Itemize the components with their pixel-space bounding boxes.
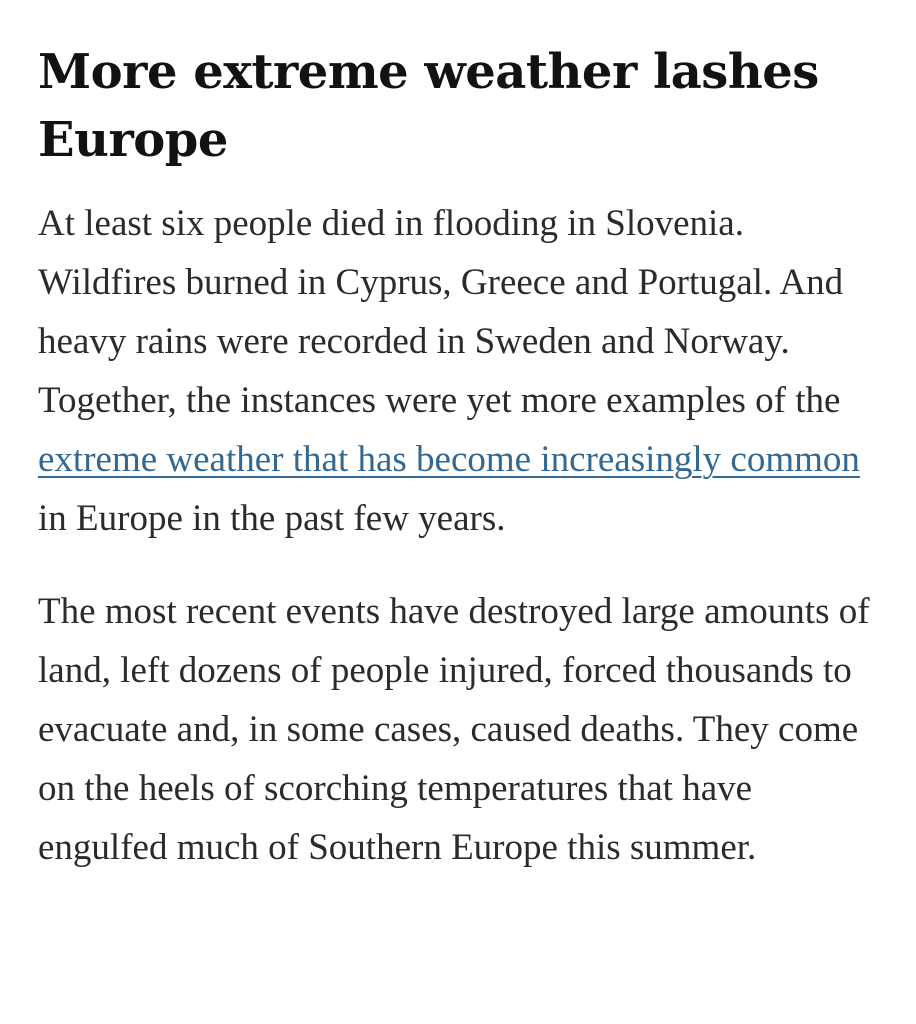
- paragraph-1-text-before-link: At least six people died in flooding in Slovenia. Wildfires burned in Cyprus, Greece and Portugal. And heavy rains were recorded in Sweden and Norway. Together, the instances were yet more examples of the: [38, 203, 844, 421]
- extreme-weather-link[interactable]: extreme weather that has become increasingly common: [38, 439, 860, 480]
- article: [38, 38, 888, 877]
- article-paragraph-2: The most recent events have destroyed large amounts of land, left dozens of people injured, forced thousands to evacuate and, in some cases, caused deaths. They come on the heels of scorching temperatures that have engulfed much of Southern Europe this summer.: [38, 591, 870, 868]
- paragraph-1-text-after-link: in Europe in the past few years.: [38, 498, 506, 539]
- article-headline: More extreme weather lashes Europe: [38, 44, 819, 168]
- article-paragraph-1: [38, 194, 888, 548]
